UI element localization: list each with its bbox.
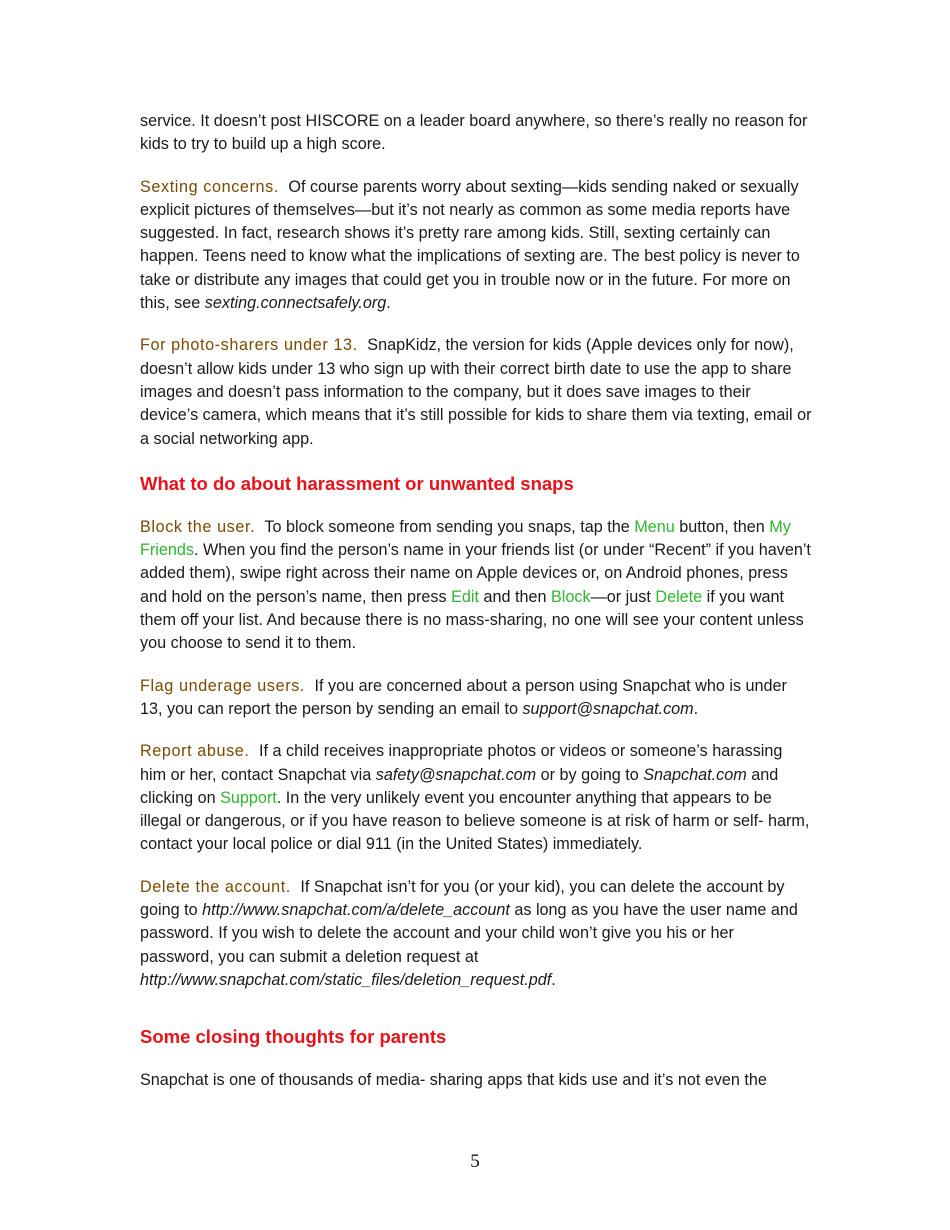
flag-lead: Flag underage users. xyxy=(140,676,305,695)
delete-account-url[interactable]: http://www.snapchat.com/a/delete_account xyxy=(202,901,510,920)
deletion-request-url[interactable]: http://www.snapchat.com/static_files/deletion_request.pdf xyxy=(140,970,552,989)
snapchat-site-link[interactable]: Snapchat.com xyxy=(643,765,747,784)
delete-term: Delete xyxy=(655,587,703,606)
intro-paragraph: service. It doesn’t post HISCORE on a leader board anywhere, so there’s really no reason for kids to try to build up a high score. xyxy=(140,112,808,154)
sexting-lead: Sexting concerns. xyxy=(140,177,279,196)
my-friends-term: My Friends xyxy=(140,517,791,560)
sexting-paragraph: Sexting concerns. Of course parents worry about sexting—kids sending naked or sexually explicit pictures of themselves—but it’s not nearly as common as some media reports have suggested. In fact, research shows it’s pretty rare among kids. Still, sexting certainly can happen. Teens need to know what the implications of sexting are. The best policy is never to take or distribute any images that could get you in trouble now or in the future. For more on this, see sexting.connectsafely.org. xyxy=(140,177,800,313)
safety-email-link[interactable]: safety@snapchat.com xyxy=(375,765,537,784)
report-paragraph: Report abuse. If a child receives inappropriate photos or videos or someone’s harassing him or her, contact Snapchat via safety@snapchat.com or by going to Snapchat.com and clicking on Support. In the very unlikely event you encounter anything that appears to be illegal or dangerous, or if you have reason to believe someone is at risk of harm or self- harm, contact your local police or dial 911 (in the United States) immediately. xyxy=(140,742,810,854)
under13-lead: For photo-sharers under 13. xyxy=(140,336,358,355)
menu-term: Menu xyxy=(634,517,675,536)
closing-heading: Some closing thoughts for parents xyxy=(140,1026,447,1048)
block-paragraph: Block the user. To block someone from sending you snaps, tap the Menu button, then My Friends. When you find the person’s name in your friends list (or under “Recent” if you haven’t added them), swipe right across their name on Apple devices or, on Android phones, press and hold on the person’s name, then press Edit and then Block—or just Delete if you want them off your list. And because there is no mass-sharing, no one will see your content unless you choose to send it to them. xyxy=(140,517,811,653)
sexting-link[interactable]: sexting.connectsafely.org xyxy=(204,294,387,313)
under13-paragraph: For photo-sharers under 13. SnapKidz, the version for kids (Apple devices only for now), doesn’t allow kids under 13 who sign up with their correct birth date to use the app to share images and doesn’t pass information to the company, but it does save images to their device’s camera, which means that it’s still possible for kids to share them via texting, email or a social networking app. xyxy=(140,336,812,448)
support-term: Support xyxy=(220,788,277,807)
closing-paragraph: Snapchat is one of thousands of media- sharing apps that kids use and it’s not even the xyxy=(140,1071,767,1090)
edit-term: Edit xyxy=(451,587,479,606)
block-term: Block xyxy=(551,587,591,606)
harassment-heading: What to do about harassment or unwanted snaps xyxy=(140,472,574,494)
delete-paragraph: Delete the account. If Snapchat isn’t for you (or your kid), you can delete the account by going to http://www.snapchat.com/a/delete_account as long as you have the user name and password. If you wish to delete the account and your child won’t give you his or her password, you can submit a deletion request at http://www.snapchat.com/static_files/deletion_request.pdf. xyxy=(140,877,798,989)
report-lead: Report abuse. xyxy=(140,742,250,761)
support-email-link[interactable]: support@snapchat.com xyxy=(522,699,694,718)
delete-lead: Delete the account. xyxy=(140,877,291,896)
flag-paragraph: Flag underage users. If you are concerned about a person using Snapchat who is under 13, you can report the person by sending an email to support@snapchat.com. xyxy=(140,676,787,718)
page-number: 5 xyxy=(470,1151,480,1172)
block-lead: Block the user. xyxy=(140,517,256,536)
document-body xyxy=(140,110,812,1112)
